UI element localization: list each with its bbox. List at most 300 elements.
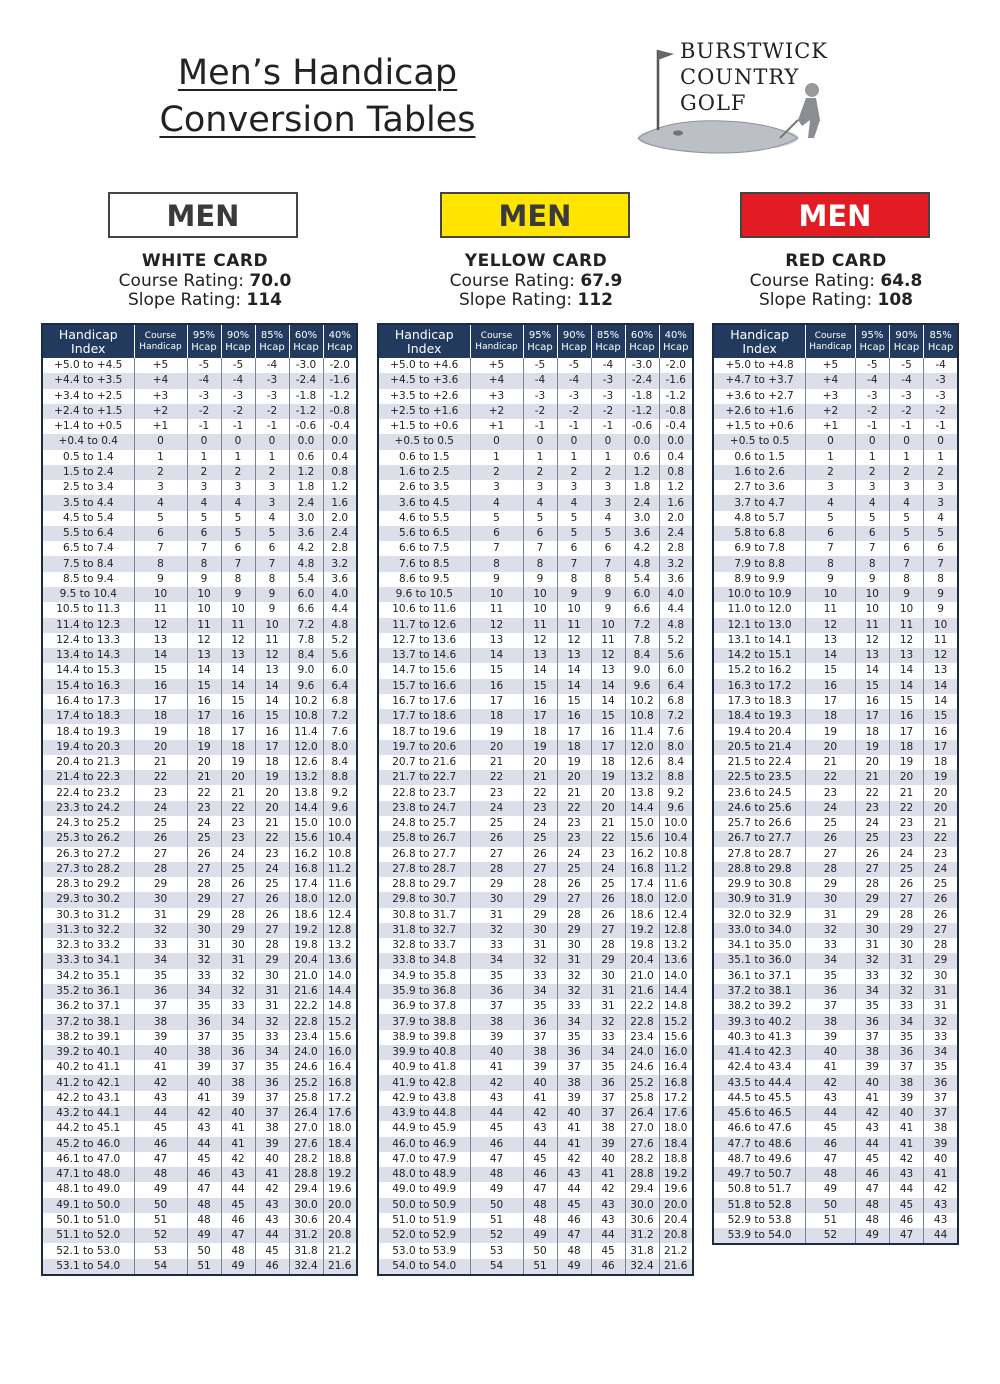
- value-cell: -2: [221, 404, 255, 419]
- value-cell: 13.8: [289, 785, 323, 800]
- handicap-index-cell: +4.7 to +3.7: [713, 373, 806, 388]
- value-cell: 42: [221, 1152, 255, 1167]
- value-cell: 33: [889, 999, 923, 1014]
- value-cell: 14.4: [289, 801, 323, 816]
- value-cell: 21.2: [328, 1244, 352, 1257]
- value-cell: 37: [591, 1106, 625, 1121]
- value-cell: 8: [591, 572, 625, 587]
- handicap-index-cell: 42.2 to 43.1: [42, 1091, 134, 1106]
- value-cell: 9: [557, 587, 591, 602]
- value-cell: 26: [470, 831, 523, 846]
- value-cell: 33: [591, 1030, 625, 1045]
- handicap-index-cell: 43.2 to 44.1: [42, 1106, 134, 1121]
- value-cell: 19.2: [625, 923, 659, 938]
- value-cell: 14.8: [328, 1000, 352, 1013]
- value-cell: 48: [221, 1243, 255, 1258]
- value-cell: 3: [187, 480, 221, 495]
- table-row: [42, 556, 357, 571]
- table-row: [42, 618, 357, 633]
- handicap-index-cell: 48.1 to 49.0: [42, 1182, 134, 1197]
- value-cell: 22: [187, 785, 221, 800]
- value-cell: 8: [255, 572, 289, 587]
- value-cell: 3.6: [331, 572, 349, 585]
- value-cell: 4: [134, 495, 187, 510]
- value-cell: 11.6: [664, 878, 688, 891]
- value-cell: -1.8: [289, 389, 323, 404]
- table-row: [378, 1121, 693, 1136]
- value-cell: 47: [806, 1152, 855, 1167]
- value-cell: 7: [855, 541, 889, 556]
- table-row: [42, 450, 357, 465]
- value-cell: -0.8: [659, 404, 693, 419]
- value-cell: -5: [187, 358, 221, 373]
- value-cell: 19.6: [328, 1183, 352, 1196]
- value-cell: 7.8: [289, 633, 323, 648]
- value-cell: 18.0: [664, 1122, 688, 1135]
- value-cell: 32: [855, 953, 889, 968]
- value-cell: 23: [523, 801, 557, 816]
- value-cell: 25: [806, 816, 855, 831]
- value-cell: 28: [557, 908, 591, 923]
- value-cell: 15: [187, 679, 221, 694]
- value-cell: 1: [557, 450, 591, 465]
- value-cell: 3: [255, 495, 289, 510]
- table-row: [713, 847, 958, 862]
- handicap-index-cell: 15.2 to 16.2: [713, 663, 806, 678]
- value-cell: 45: [187, 1152, 221, 1167]
- handicap-index-cell: 32.8 to 33.7: [378, 938, 470, 953]
- value-cell: 33: [557, 999, 591, 1014]
- value-cell: 17.6: [323, 1106, 357, 1121]
- table-row: [378, 495, 693, 510]
- value-cell: 14: [255, 694, 289, 709]
- value-cell: 3: [470, 480, 523, 495]
- card-name: RED CARD: [785, 251, 887, 271]
- column-header-line1: Handicap: [58, 326, 118, 342]
- table-row: [42, 1060, 357, 1075]
- value-cell: 6.6: [289, 602, 323, 617]
- value-cell: 27.0: [289, 1121, 323, 1136]
- value-cell: 13: [221, 648, 255, 663]
- value-cell: 14.8: [664, 1000, 688, 1013]
- value-cell: 39: [470, 1030, 523, 1045]
- value-cell: 19.8: [625, 938, 659, 953]
- value-cell: -1.6: [323, 373, 357, 388]
- value-cell: 16: [889, 709, 923, 724]
- value-cell: 51: [470, 1213, 523, 1228]
- value-cell: 19: [855, 740, 889, 755]
- value-cell: 27: [255, 923, 289, 938]
- column-header: [625, 324, 659, 358]
- value-cell: 16: [221, 709, 255, 724]
- value-cell: 25: [470, 816, 523, 831]
- value-cell: 22: [855, 785, 889, 800]
- value-cell: 38: [523, 1045, 557, 1060]
- value-cell: 20.4: [289, 953, 323, 968]
- value-cell: 16: [187, 694, 221, 709]
- value-cell: 26: [591, 892, 625, 907]
- value-cell: 26: [255, 908, 289, 923]
- table-row: [378, 877, 693, 892]
- value-cell: 5.4: [625, 572, 659, 587]
- value-cell: 15.6: [289, 831, 323, 846]
- value-cell: 16.8: [289, 862, 323, 877]
- value-cell: 39: [557, 1091, 591, 1106]
- table-row: [42, 953, 357, 968]
- value-cell: 15: [221, 694, 255, 709]
- course-rating: [386, 272, 686, 292]
- table-row: [378, 694, 693, 709]
- value-cell: 30: [255, 969, 289, 984]
- value-cell: 38: [221, 1075, 255, 1090]
- handicap-index-cell: 15.4 to 16.3: [42, 679, 134, 694]
- handicap-index-cell: +3.6 to +2.7: [713, 389, 806, 404]
- value-cell: -4: [935, 359, 946, 372]
- value-cell: 29: [221, 923, 255, 938]
- value-cell: 11: [134, 602, 187, 617]
- value-cell: 19: [557, 755, 591, 770]
- value-cell: -5: [557, 358, 591, 373]
- handicap-index-cell: 33.3 to 34.1: [42, 953, 134, 968]
- table-row: [42, 1243, 357, 1258]
- handicap-index-cell: 4.5 to 5.4: [42, 511, 134, 526]
- value-cell: 18.4: [659, 1137, 693, 1152]
- value-cell: 37: [255, 1091, 289, 1106]
- value-cell: -3: [187, 389, 221, 404]
- value-cell: 11: [557, 618, 591, 633]
- value-cell: 23: [221, 831, 255, 846]
- table-row: [378, 984, 693, 999]
- table-row: [713, 1213, 958, 1228]
- table-row: [713, 1198, 958, 1213]
- value-cell: -3.0: [625, 358, 659, 373]
- value-cell: 35: [591, 1060, 625, 1075]
- value-cell: 46: [470, 1137, 523, 1152]
- value-cell: 41: [187, 1091, 221, 1106]
- value-cell: 10: [557, 602, 591, 617]
- value-cell: 22: [591, 831, 625, 846]
- value-cell: -4: [255, 358, 289, 373]
- column-header: [378, 324, 470, 358]
- value-cell: 20: [470, 740, 523, 755]
- value-cell: 3: [889, 480, 923, 495]
- handicap-index-cell: 14.7 to 15.6: [378, 663, 470, 678]
- table-row: [42, 389, 357, 404]
- handicap-index-cell: 47.1 to 48.0: [42, 1167, 134, 1182]
- value-cell: 43: [933, 1214, 948, 1226]
- value-cell: 1: [889, 450, 923, 465]
- value-cell: 34: [591, 1045, 625, 1060]
- value-cell: 5: [187, 511, 221, 526]
- value-cell: 12.4: [328, 908, 352, 921]
- value-cell: 38: [134, 1014, 187, 1029]
- value-cell: 48: [187, 1213, 221, 1228]
- table-row: [378, 740, 693, 755]
- value-cell: 6: [255, 541, 289, 556]
- table-row: [713, 908, 958, 923]
- value-cell: 2.4: [289, 495, 323, 510]
- value-cell: 26: [557, 877, 591, 892]
- value-cell: 8: [855, 556, 889, 571]
- value-cell: 38: [855, 1045, 889, 1060]
- value-cell: 21.6: [289, 984, 323, 999]
- value-cell: 37: [806, 999, 855, 1014]
- value-cell: 12: [187, 633, 221, 648]
- value-cell: 17: [523, 709, 557, 724]
- value-cell: 9: [187, 572, 221, 587]
- value-cell: 8: [557, 572, 591, 587]
- value-cell: 5: [255, 526, 289, 541]
- value-cell: 22: [523, 785, 557, 800]
- value-cell: 36: [889, 1045, 923, 1060]
- value-cell: 19.8: [289, 938, 323, 953]
- value-cell: 0: [255, 434, 289, 449]
- table-row: [42, 679, 357, 694]
- value-cell: 5: [523, 511, 557, 526]
- value-cell: 36: [255, 1075, 289, 1090]
- column-header-line2: Index: [71, 340, 106, 356]
- table-row: [42, 1091, 357, 1106]
- handicap-index-cell: 24.8 to 25.7: [378, 816, 470, 831]
- table-row: [378, 831, 693, 846]
- handicap-index-cell: 3.7 to 4.7: [713, 495, 806, 510]
- page-title-line2: Conversion Tables: [159, 100, 476, 140]
- value-cell: +2: [134, 404, 187, 419]
- value-cell: 38: [806, 1014, 855, 1029]
- value-cell: 26: [889, 877, 923, 892]
- value-cell: 44: [557, 1182, 591, 1197]
- value-cell: 44: [855, 1137, 889, 1152]
- handicap-index-cell: 0.6 to 1.5: [378, 450, 470, 465]
- handicap-index-cell: 36.1 to 37.1: [713, 969, 806, 984]
- value-cell: 34: [557, 1014, 591, 1029]
- value-cell: 19.6: [664, 1183, 688, 1196]
- value-cell: 30: [806, 892, 855, 907]
- value-cell: 3.6: [667, 572, 685, 585]
- handicap-index-cell: +2.4 to +1.5: [42, 404, 134, 419]
- value-cell: 0: [557, 434, 591, 449]
- value-cell: 27: [523, 862, 557, 877]
- handicap-index-cell: 11.4 to 12.3: [42, 618, 134, 633]
- value-cell: 43: [591, 1213, 625, 1228]
- value-cell: 32: [591, 1014, 625, 1029]
- handicap-index-cell: +0.5 to 0.5: [713, 434, 806, 449]
- value-cell: 37: [187, 1030, 221, 1045]
- table-row: [713, 1091, 958, 1106]
- handicap-index-cell: 43.5 to 44.4: [713, 1075, 806, 1090]
- column-header-line1: 90%: [226, 329, 250, 341]
- handicap-index-cell: +3.5 to +2.6: [378, 389, 470, 404]
- value-cell: 39: [591, 1137, 625, 1152]
- value-cell: 12.0: [659, 892, 693, 907]
- course-rating-label: Course Rating:: [449, 270, 575, 291]
- value-cell: 9.6: [289, 679, 323, 694]
- column-header: [591, 324, 625, 358]
- value-cell: 21.6: [625, 984, 659, 999]
- value-cell: 0.4: [667, 450, 685, 463]
- value-cell: 8: [187, 556, 221, 571]
- value-cell: 32: [557, 984, 591, 999]
- table-row: [713, 1228, 958, 1244]
- handicap-index-cell: 5.5 to 6.4: [42, 526, 134, 541]
- value-cell: 27: [855, 862, 889, 877]
- handicap-index-cell: +5.0 to +4.5: [42, 358, 134, 373]
- handicap-index-cell: +4.4 to +3.5: [42, 373, 134, 388]
- value-cell: 2: [134, 465, 187, 480]
- value-cell: 19: [924, 770, 958, 785]
- handicap-index-cell: 21.5 to 22.4: [713, 755, 806, 770]
- handicap-index-cell: 18.4 to 19.3: [42, 724, 134, 739]
- value-cell: 35: [470, 969, 523, 984]
- value-cell: 36: [134, 984, 187, 999]
- table-row: [378, 511, 693, 526]
- value-cell: 32: [523, 953, 557, 968]
- value-cell: 35: [806, 969, 855, 984]
- value-cell: 27: [557, 892, 591, 907]
- table-row: [378, 679, 693, 694]
- value-cell: 5: [806, 511, 855, 526]
- value-cell: -5: [523, 358, 557, 373]
- value-cell: 6.6: [625, 602, 659, 617]
- value-cell: 21: [933, 817, 948, 830]
- handicap-index-cell: 22.8 to 23.7: [378, 785, 470, 800]
- value-cell: 10: [855, 587, 889, 602]
- handicap-index-cell: 20.4 to 21.3: [42, 755, 134, 770]
- value-cell: -3: [221, 389, 255, 404]
- handicap-index-cell: 30.9 to 31.9: [713, 892, 806, 907]
- value-cell: 10.8: [289, 709, 323, 724]
- value-cell: 22.2: [289, 999, 323, 1014]
- value-cell: 15: [591, 709, 625, 724]
- handicap-index-cell: 53.1 to 54.0: [42, 1259, 134, 1275]
- column-header: [557, 324, 591, 358]
- value-cell: 22.2: [625, 999, 659, 1014]
- value-cell: 35: [889, 1030, 923, 1045]
- table-row: [42, 831, 357, 846]
- value-cell: 10: [806, 587, 855, 602]
- value-cell: 1: [937, 450, 944, 463]
- value-cell: 6.8: [331, 694, 349, 707]
- value-cell: 47: [187, 1182, 221, 1197]
- value-cell: 22: [470, 770, 523, 785]
- value-cell: 27: [924, 923, 958, 938]
- value-cell: +3: [806, 389, 855, 404]
- handicap-index-cell: 49.1 to 50.0: [42, 1198, 134, 1213]
- value-cell: 45: [889, 1198, 923, 1213]
- value-cell: 33: [221, 999, 255, 1014]
- value-cell: 10: [134, 587, 187, 602]
- value-cell: 19: [187, 740, 221, 755]
- value-cell: 5: [591, 526, 625, 541]
- value-cell: 38: [889, 1075, 923, 1090]
- value-cell: 27: [221, 892, 255, 907]
- value-cell: 14: [255, 679, 289, 694]
- value-cell: 28: [523, 877, 557, 892]
- value-cell: 7: [924, 556, 958, 571]
- value-cell: 28: [470, 862, 523, 877]
- value-cell: 25: [889, 862, 923, 877]
- value-cell: 36: [470, 984, 523, 999]
- value-cell: 21: [255, 816, 289, 831]
- value-cell: 36: [591, 1075, 625, 1090]
- value-cell: 37: [221, 1060, 255, 1075]
- handicap-index-cell: +0.5 to 0.5: [378, 434, 470, 449]
- value-cell: 33: [855, 969, 889, 984]
- table-row: [378, 724, 693, 739]
- value-cell: 46: [221, 1213, 255, 1228]
- value-cell: 27.0: [625, 1121, 659, 1136]
- value-cell: -1.2: [329, 389, 350, 402]
- value-cell: -2: [591, 404, 625, 419]
- table-row: [42, 465, 357, 480]
- value-cell: 48: [134, 1167, 187, 1182]
- value-cell: 26: [221, 877, 255, 892]
- table-row: [378, 404, 693, 419]
- slope-rating-value: 108: [877, 290, 913, 310]
- value-cell: 0: [221, 434, 255, 449]
- table-row: [713, 801, 958, 816]
- handicap-index-cell: 7.6 to 8.5: [378, 556, 470, 571]
- value-cell: 36: [855, 1014, 889, 1029]
- value-cell: 8.4: [625, 648, 659, 663]
- value-cell: 7.8: [625, 633, 659, 648]
- value-cell: 20: [591, 785, 625, 800]
- value-cell: -0.4: [329, 420, 350, 433]
- value-cell: 50: [470, 1198, 523, 1213]
- handicap-index-cell: 38.2 to 39.2: [713, 999, 806, 1014]
- value-cell: 20: [855, 755, 889, 770]
- handicap-index-cell: 27.3 to 28.2: [42, 862, 134, 877]
- value-cell: 13: [255, 663, 289, 678]
- value-cell: 1.8: [289, 480, 323, 495]
- value-cell: 16: [591, 724, 625, 739]
- table-row: [378, 480, 693, 495]
- value-cell: 10: [523, 602, 557, 617]
- handicap-index-cell: 54.0 to 54.0: [378, 1259, 470, 1275]
- value-cell: 45: [806, 1121, 855, 1136]
- column-header-line1: 60%: [630, 329, 654, 341]
- value-cell: 34: [924, 1045, 958, 1060]
- value-cell: 16.8: [323, 1075, 357, 1090]
- value-cell: 20: [134, 740, 187, 755]
- table-row: [378, 556, 693, 571]
- table-row: [42, 1198, 357, 1213]
- value-cell: 42: [523, 1106, 557, 1121]
- value-cell: 3: [591, 495, 625, 510]
- value-cell: 34: [255, 1045, 289, 1060]
- value-cell: 3.2: [659, 556, 693, 571]
- table-row: [378, 1182, 693, 1197]
- value-cell: 45: [855, 1152, 889, 1167]
- table-row: [42, 587, 357, 602]
- value-cell: 20: [933, 786, 948, 799]
- handicap-index-cell: 45.2 to 46.0: [42, 1137, 134, 1152]
- column-header: [855, 324, 889, 358]
- value-cell: -1: [255, 419, 289, 434]
- handicap-index-cell: 1.6 to 2.6: [713, 465, 806, 480]
- value-cell: 7.6: [667, 725, 685, 738]
- handicap-index-cell: 34.9 to 35.8: [378, 969, 470, 984]
- value-cell: 6.8: [667, 694, 685, 707]
- value-cell: 23.4: [625, 1030, 659, 1045]
- value-cell: 41: [557, 1137, 591, 1152]
- value-cell: 8: [134, 556, 187, 571]
- value-cell: 9.6: [659, 801, 693, 816]
- value-cell: 27.6: [289, 1137, 323, 1152]
- value-cell: 10: [523, 587, 557, 602]
- value-cell: 49: [187, 1228, 221, 1243]
- value-cell: 1.2: [289, 465, 323, 480]
